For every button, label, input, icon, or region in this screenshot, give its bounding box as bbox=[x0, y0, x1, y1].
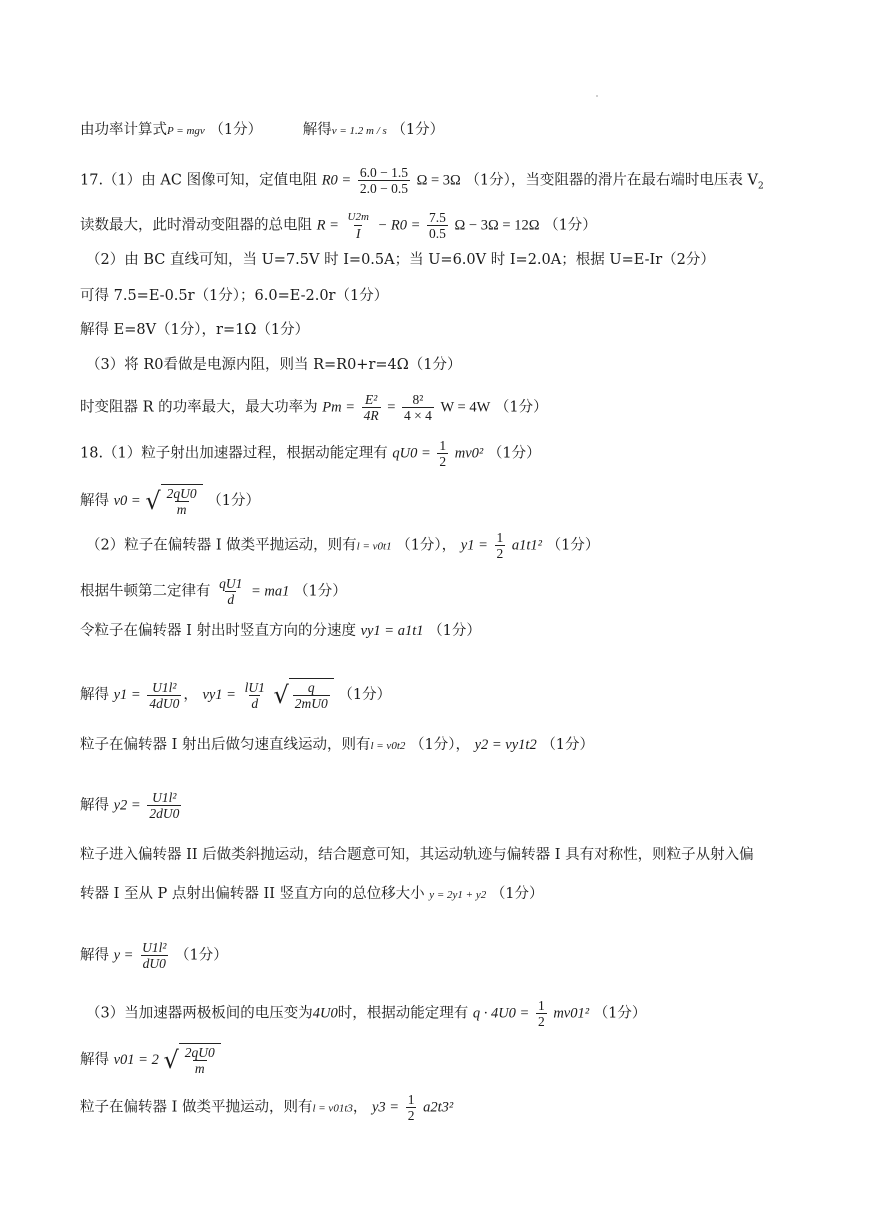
text: 读数最大，此时滑动变阻器的总电阻 bbox=[80, 217, 312, 234]
formula: − R0 = bbox=[377, 217, 421, 234]
text: 粒子在偏转器 I 射出后做匀速直线运动，则有 bbox=[80, 737, 371, 753]
numerator: 7.5 bbox=[429, 210, 446, 225]
score: （1分） bbox=[593, 1005, 647, 1022]
formula: y = bbox=[113, 947, 134, 964]
formula: W = 4W bbox=[440, 399, 491, 416]
text: （2）粒子在偏转器 I 做类平抛运动，则有 bbox=[86, 537, 357, 554]
numerator: U2m bbox=[347, 211, 369, 223]
denominator: 2.0 − 0.5 bbox=[359, 181, 408, 196]
text: 解得 bbox=[302, 122, 332, 138]
line-18-2c bbox=[80, 621, 481, 641]
text: 17.（1）由 AC 图像可知，定值电阻 bbox=[80, 172, 318, 189]
formula: R = bbox=[316, 217, 339, 234]
score: （1分）， bbox=[409, 737, 470, 753]
fraction bbox=[243, 680, 267, 711]
formula: qU0 = bbox=[392, 445, 431, 462]
text: 转器 I 至从 P 点射出偏转器 II 竖直方向的总位移大小 bbox=[80, 886, 425, 902]
fraction bbox=[437, 438, 448, 469]
denominator: 2 bbox=[537, 1014, 545, 1029]
line-17-3b bbox=[80, 392, 548, 423]
numerator: U1l² bbox=[152, 679, 177, 695]
formula: a1t1² bbox=[511, 537, 543, 554]
fraction bbox=[402, 392, 434, 423]
score: （1分） bbox=[544, 217, 597, 234]
score: （1分） bbox=[293, 583, 347, 600]
formula: vy1 = bbox=[202, 687, 236, 703]
numerator: U1l² bbox=[142, 940, 167, 955]
line-18-2 bbox=[86, 530, 599, 561]
score: （1分）， bbox=[396, 537, 457, 554]
score: （1分） bbox=[338, 687, 392, 703]
text: 18.（1）粒子射出加速器过程，根据动能定理有 bbox=[80, 445, 388, 462]
line-17-2: （2）由 BC 直线可知，当 U=7.5V 时 I=0.5A；当 U=6.0V 时 I=2.0A；根据 U=E-Ir（2分） bbox=[86, 252, 715, 268]
fraction bbox=[140, 940, 168, 971]
text: 由功率计算式 bbox=[80, 122, 167, 138]
text: 粒子在偏转器 I 做类平抛运动，则有 bbox=[80, 1099, 313, 1116]
denominator: 2dU0 bbox=[149, 806, 180, 821]
fraction bbox=[293, 680, 330, 711]
formula: a2t3² bbox=[423, 1099, 454, 1116]
fraction bbox=[406, 1092, 417, 1123]
formula: = bbox=[387, 399, 396, 416]
score: （1分） bbox=[207, 493, 260, 509]
text: 时，根据动能定理有 bbox=[337, 1005, 469, 1022]
score: （1分） bbox=[487, 445, 541, 462]
fraction bbox=[362, 392, 381, 423]
line-17-3: （3）将 R0看做是电源内阻，则当 R=R0+r=4Ω（1分） bbox=[86, 357, 462, 373]
score: （1分） bbox=[175, 947, 228, 964]
sqrt: √ $\frac{2qU0}{m}$ bbox=[163, 1043, 220, 1077]
fraction bbox=[536, 998, 547, 1029]
formula: mv01² bbox=[553, 1005, 590, 1022]
numerator: 6.0 − 1.5 bbox=[359, 165, 408, 180]
formula: y1 = bbox=[113, 687, 141, 703]
score: （1分） bbox=[428, 623, 481, 639]
numerator: q bbox=[307, 680, 315, 695]
denominator: 2 bbox=[439, 454, 447, 469]
line-power-formula bbox=[80, 120, 444, 141]
line-18-2b bbox=[80, 576, 347, 607]
denominator: 2mU0 bbox=[294, 696, 328, 711]
numerator: E² bbox=[364, 392, 378, 407]
formula: y3 = bbox=[371, 1099, 400, 1116]
text: 解得 bbox=[80, 797, 109, 814]
line-18-2e bbox=[80, 735, 594, 756]
formula: l = v0t1 bbox=[356, 540, 392, 553]
text: 解得 bbox=[80, 1052, 109, 1068]
numerator: qU1 bbox=[219, 576, 243, 591]
sqrt: √ $\frac{2qU0}{m}$ bbox=[145, 484, 202, 518]
line-18-2i bbox=[80, 940, 228, 971]
denominator: 2 bbox=[407, 1108, 415, 1123]
numerator: 1 bbox=[407, 1092, 415, 1107]
text: 解得 bbox=[80, 687, 109, 703]
formula: l = v01t3 bbox=[312, 1102, 353, 1115]
formula: Pm = bbox=[322, 399, 355, 416]
text: 根据牛顿第二定律有 bbox=[80, 583, 211, 600]
line-18-1 bbox=[80, 438, 541, 469]
formula: l = v0t2 bbox=[370, 740, 406, 752]
formula: mv0² bbox=[454, 445, 484, 462]
fraction bbox=[217, 576, 244, 607]
text: 令粒子在偏转器 I 射出时竖直方向的分速度 bbox=[80, 623, 356, 639]
fraction bbox=[358, 165, 410, 196]
numerator: 8² bbox=[412, 392, 424, 407]
formula: vy1 = a1t1 bbox=[360, 623, 424, 639]
fraction bbox=[346, 210, 371, 241]
denominator: d bbox=[251, 695, 259, 711]
line-18-1b bbox=[80, 484, 260, 518]
denominator: m bbox=[194, 1061, 205, 1076]
text: 解得 bbox=[80, 493, 109, 509]
formula: 4U0 bbox=[312, 1005, 338, 1022]
formula: y2 = bbox=[113, 797, 141, 814]
score: （1分） bbox=[541, 737, 595, 753]
score: （1分） bbox=[546, 537, 600, 554]
denominator: d bbox=[227, 592, 235, 607]
numerator: U1l² bbox=[152, 790, 177, 805]
fraction bbox=[427, 210, 448, 241]
formula: R0 = bbox=[321, 172, 352, 189]
line-18-3b bbox=[80, 1043, 221, 1077]
denominator: 2 bbox=[496, 546, 504, 561]
formula: y2 = vy1t2 bbox=[474, 737, 537, 753]
line-18-2g: 粒子进入偏转器 II 后做类斜抛运动，结合题意可知，其运动轨迹与偏转器 I 具有对称性，则粒子从射入偏 bbox=[80, 847, 754, 863]
fraction bbox=[165, 486, 199, 517]
numerator: 1 bbox=[439, 438, 447, 453]
line-17-1 bbox=[80, 165, 764, 196]
formula: v0 = bbox=[113, 493, 141, 509]
sqrt: √ $\frac{q}{2mU0}$ bbox=[273, 678, 333, 712]
scan-speck bbox=[596, 95, 598, 97]
formula: v01 = 2 bbox=[113, 1052, 159, 1068]
formula: Ω − 3Ω = 12Ω bbox=[454, 217, 540, 234]
line-17-2b: 可得 7.5=E-0.5r（1分）；6.0=E-2.0r（1分） bbox=[80, 288, 389, 304]
formula: = ma1 bbox=[250, 583, 290, 600]
line-17-2c: 解得 E=8V（1分），r=1Ω（1分） bbox=[80, 322, 310, 338]
line-18-2h bbox=[80, 884, 544, 905]
denominator: I bbox=[355, 226, 361, 241]
score: （1分） bbox=[209, 122, 263, 138]
denominator: dU0 bbox=[142, 956, 166, 971]
denominator: 4 × 4 bbox=[404, 408, 432, 423]
subscript: 2 bbox=[757, 181, 764, 192]
numerator: 1 bbox=[496, 530, 504, 545]
score: （1分） bbox=[490, 886, 544, 902]
formula-p: P = mgv bbox=[167, 125, 205, 137]
score: （1分） bbox=[391, 122, 445, 138]
text: （3）当加速器两极板间的电压变为 bbox=[86, 1005, 313, 1022]
fraction bbox=[495, 530, 506, 561]
text: 时变阻器 R 的功率最大，最大功率为 bbox=[80, 399, 318, 416]
numerator: lU1 bbox=[244, 679, 265, 695]
denominator: 0.5 bbox=[429, 226, 446, 241]
formula: y1 = bbox=[460, 537, 488, 554]
line-17-1b bbox=[80, 210, 597, 241]
numerator: 1 bbox=[537, 998, 545, 1013]
text: 解得 bbox=[80, 947, 109, 964]
line-18-2d: 解得 y1 = $\frac{\text{U1l²}}{4dU0}$ ， vy1 = $\frac{lU1}{d}$ √ $\frac{q}{2mU0}$ （1分） bbox=[80, 679, 392, 711]
numerator: 2qU0 bbox=[166, 486, 197, 501]
formula: Ω = 3Ω bbox=[416, 172, 461, 189]
denominator: 4R bbox=[363, 408, 379, 423]
score: （1分） bbox=[494, 399, 548, 416]
formula: q · 4U0 = bbox=[472, 1005, 530, 1022]
numerator: 2qU0 bbox=[184, 1045, 215, 1060]
formula: y = 2y1 + y2 bbox=[429, 889, 487, 901]
fraction bbox=[147, 790, 181, 821]
line-18-2f bbox=[80, 790, 183, 821]
denominator: m bbox=[176, 502, 187, 517]
text: （1分），当变阻器的滑片在最右端时电压表 V bbox=[465, 172, 758, 189]
fraction bbox=[183, 1045, 217, 1076]
denominator: 4dU0 bbox=[149, 695, 180, 711]
line-18-3 bbox=[86, 998, 646, 1029]
formula-v: v = 1.2 m / s bbox=[331, 125, 387, 137]
fraction bbox=[147, 680, 181, 711]
line-18-3c: 粒子在偏转器 I 做类平抛运动，则有l = v01t3， y3 = $\frac{1}{2}$ a2t3² bbox=[80, 1092, 454, 1123]
